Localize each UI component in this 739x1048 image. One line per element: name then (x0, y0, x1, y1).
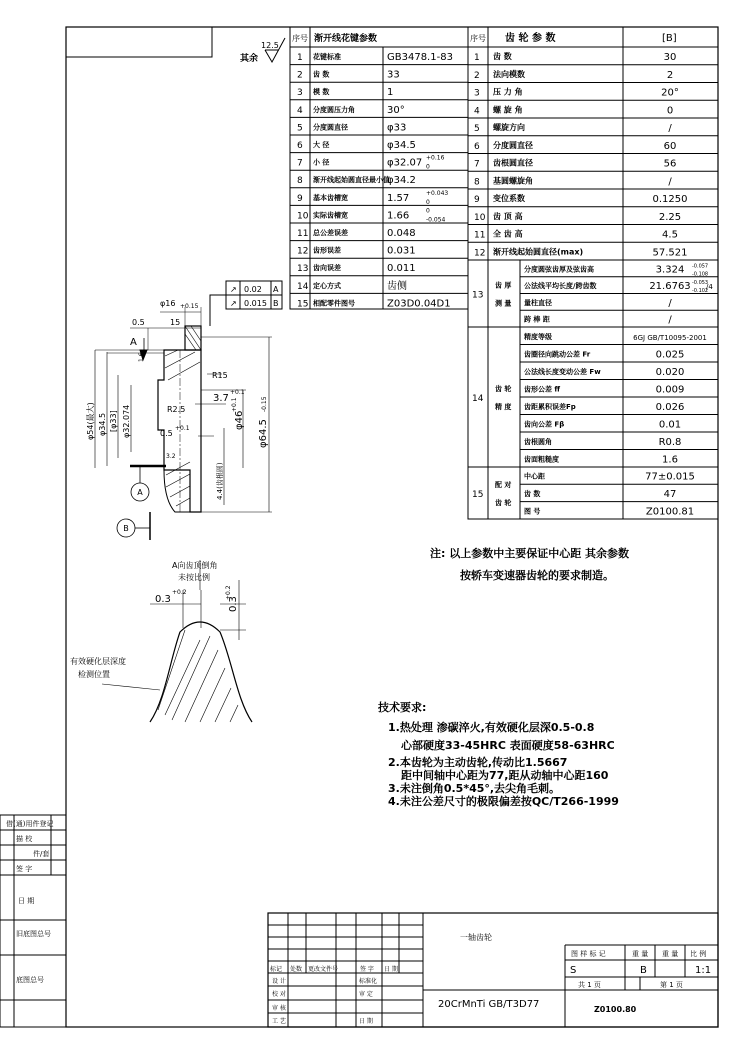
dim-05b: 0.5 (160, 429, 173, 438)
detail-check: 检测位置 (78, 670, 110, 679)
group-row-name: 齿面粗糙度 (524, 455, 559, 464)
mark-b: B (640, 965, 647, 976)
left-row-value: 33 (387, 69, 400, 81)
right-row-name: 变位系数 (493, 194, 525, 203)
tolerance-value-b: 0.015 (244, 299, 267, 308)
role2-1: 审 定 (359, 991, 373, 998)
left-row-name: 定心方式 (313, 281, 341, 290)
right-row-no: 7 (474, 159, 480, 170)
tech-line-5: 3.未注倒角0.5*45°,去尖角毛刺。 (388, 782, 561, 795)
left-row-value: Z03D0.04D1 (387, 298, 451, 310)
left-row-name: 渐开线起始圆直径最小值 (313, 176, 390, 185)
right-row-no: 5 (474, 124, 480, 134)
role2-0: 标准化 (359, 978, 378, 985)
tech-line-4: 距中间轴中心距为77,距从动轴中心距160 (401, 769, 609, 782)
right-header-no: 序号 (470, 34, 486, 43)
group-row-value: 0.025 (655, 349, 685, 361)
left-row-name: 模 数 (313, 88, 330, 97)
group-row-sub: -0.102 (692, 288, 709, 295)
right-row-no: 8 (474, 177, 480, 188)
group-label-1: 齿 轮 (495, 385, 512, 393)
right-header-value: [B] (662, 33, 677, 44)
left-row-no: 15 (297, 299, 309, 310)
left-row-name: 相配零件图号 (313, 299, 355, 308)
corner-box (66, 27, 212, 57)
left-row-sub: 0 (426, 198, 430, 206)
role-0: 设 计 (272, 978, 286, 985)
scale-value: 1:1 (695, 965, 712, 976)
right-row-name: 渐开线起始圆直径(max) (493, 247, 584, 257)
material: 20CrMnTi GB/T3D77 (438, 999, 540, 1010)
group-row-sub: -0.108 (692, 271, 709, 278)
group-row-name: 量柱直径 (524, 298, 552, 307)
role-2: 审 核 (272, 1005, 286, 1012)
left-row-no: 1 (297, 53, 303, 63)
role2-3: 日 期 (359, 1018, 373, 1025)
dim-d345: φ34.5 (98, 412, 107, 436)
left-row-no: 9 (297, 193, 303, 204)
note-block (430, 546, 629, 582)
detail-dim1-tol: +0.2 (172, 589, 187, 596)
left-header-name: 渐开线花键参数 (314, 34, 378, 44)
right-row-value: / (668, 123, 672, 134)
header-drawing-mark: 图 样 标 记 (571, 950, 606, 958)
right-row-name: 法向模数 (493, 69, 525, 79)
group-row-name: 中心距 (524, 472, 545, 481)
side-label-5: 旧底图总号 (16, 930, 51, 938)
left-row-value: 0.031 (387, 245, 416, 257)
role-3: 工 艺 (272, 1018, 286, 1025)
tooth-detail-view (102, 560, 252, 722)
left-row-no: 8 (297, 176, 303, 187)
left-row-value: 0.048 (387, 228, 416, 239)
right-row-name: 齿 数 (493, 52, 512, 61)
right-row-value: 56 (663, 158, 677, 170)
drawing-number: Z0100.80 (594, 1005, 637, 1014)
part-name: 一轴齿轮 (460, 933, 492, 942)
group-row-name: 齿向公差 Fβ (524, 420, 565, 429)
right-row-name: 基圆螺旋角 (493, 176, 533, 186)
detail-labels (70, 560, 239, 679)
group-row-name: 分度圆弦齿厚及弦齿高 (524, 265, 594, 274)
dim-44: 4.4(齿根圆) (216, 462, 224, 500)
left-row-no: 3 (297, 88, 303, 99)
left-row-sub: 0 (426, 163, 430, 171)
right-row-value: 0.1250 (652, 194, 688, 205)
dim-d33: [φ33] (109, 410, 118, 432)
group-row-sup: -0.053 (692, 280, 709, 287)
left-row-sup: +0.16 (426, 154, 445, 162)
left-row-name: 总公差误差 (313, 229, 348, 237)
left-row-value: 1.57 (387, 192, 410, 204)
group-row-value: / (668, 297, 672, 309)
left-row-no: 12 (297, 246, 309, 257)
left-row-value: 1 (387, 87, 394, 99)
tech-line-1: 1.热处理 渗碳淬火,有效硬化层深0.5-0.8 (388, 721, 595, 734)
left-row-value: 齿侧 (387, 280, 407, 292)
side-label-0: 借(通)用件登记 (6, 820, 54, 828)
side-label-6: 底图总号 (16, 976, 44, 984)
dim-37-tol: +0.1 (230, 389, 245, 396)
dim-d645-tol: -0.15 (261, 396, 268, 412)
group-row-name: 跨 棒 距 (524, 315, 550, 324)
dim-r15: R15 (212, 371, 228, 380)
group-row-value: 21.6763 (649, 281, 691, 293)
dim-d54: φ54(最大) (86, 402, 95, 440)
right-row-value: / (668, 176, 672, 188)
dim-r25: R2.5 (167, 405, 186, 414)
left-row-name: 齿 数 (313, 70, 330, 79)
rev-header-1: 处数 (290, 966, 303, 973)
group-row-value: 0.020 (655, 366, 685, 378)
left-row-value: 1.66 (387, 210, 410, 222)
group-row-name: 公法线长度变动公差 Fw (524, 367, 601, 376)
left-row-no: 6 (297, 141, 303, 151)
runout-icon: ↗ (230, 299, 237, 308)
side-label-1: 描 校 (16, 835, 33, 843)
side-record-labels (6, 819, 53, 984)
sheet-number: 第 1 页 (660, 981, 683, 989)
left-row-no: 14 (297, 281, 309, 292)
technical-requirements (377, 700, 619, 808)
left-row-value: φ34.2 (387, 175, 416, 187)
roughness-value: 12.5 (261, 41, 279, 50)
dim-15: 15 (170, 318, 181, 327)
group-row-value: 77±0.015 (645, 471, 695, 483)
spline-parameter-table (290, 27, 468, 309)
right-row-no: 6 (474, 141, 480, 152)
left-row-name: 齿向误差 (313, 264, 341, 273)
group-row-name: 图 号 (524, 507, 541, 516)
group-row-sup: -0.057 (692, 263, 709, 270)
left-row-name: 小 径 (313, 158, 330, 167)
dim-d645: φ64.5 (258, 419, 269, 448)
geometric-tolerance-frame (210, 281, 282, 326)
tolerance-value-a: 0.02 (244, 285, 262, 294)
side-record-block (0, 815, 66, 1027)
dim-d46: φ46 (234, 410, 245, 430)
header-weight: 重 量 (632, 950, 649, 958)
right-row-no: 10 (474, 212, 486, 223)
total-sheets: 共 1 页 (578, 981, 601, 989)
left-header-no: 序号 (292, 34, 308, 43)
group-row-name: 精度等级 (524, 332, 552, 341)
tech-title: 技术要求: (378, 701, 427, 714)
left-row-value: φ32.07 (387, 157, 423, 169)
right-row-value: 57.521 (652, 247, 688, 259)
left-row-no: 11 (297, 229, 309, 239)
left-row-value: 30° (387, 104, 405, 116)
right-row-no: 3 (474, 88, 480, 99)
right-row-no: 9 (474, 195, 480, 205)
group-row-value: Z0100.81 (645, 506, 695, 518)
right-row-value: 60 (663, 140, 677, 152)
roughness-other-label: 其余 (240, 54, 259, 64)
mark-s: S (570, 965, 577, 976)
group-row-value: 47 (663, 488, 677, 500)
tolerance-datum-b: B (273, 299, 279, 308)
group-label-1: 齿 厚 (495, 281, 512, 290)
tolerance-datum-a: A (273, 285, 279, 294)
side-label-2: 件/套 (33, 850, 50, 858)
left-row-value: φ34.5 (387, 140, 416, 151)
detail-dim2-tol: +0.2 (225, 585, 232, 600)
side-label-4: 日 期 (18, 897, 35, 905)
group-no: 15 (472, 490, 484, 500)
left-row-no: 7 (297, 158, 303, 169)
left-row-value: φ33 (387, 122, 407, 134)
group-row-name: 齿圈径向跳动公差 Fr (524, 350, 591, 359)
left-row-name: 基本齿槽宽 (313, 193, 348, 202)
dim-05: 0.5 (132, 318, 145, 327)
right-row-name: 全 齿 高 (493, 229, 523, 239)
left-row-no: 10 (297, 211, 309, 222)
left-row-name: 花键标准 (313, 53, 341, 61)
gear-dimensions (85, 299, 269, 533)
left-row-no: 13 (297, 264, 309, 275)
side-label-3: 签 字 (16, 865, 33, 873)
left-row-name: 齿形误差 (313, 246, 341, 255)
group-no: 14 (472, 394, 484, 404)
right-row-value: 4.5 (662, 229, 678, 241)
group-row-value: 6GJ GB/T10095-2001 (633, 333, 707, 342)
rev-header-4: 日 期 (384, 966, 398, 973)
detail-scale: 未按比例 (178, 573, 210, 582)
group-row-value: 0.026 (655, 401, 685, 413)
dim-37: 3.7 (213, 393, 229, 404)
tech-line-2: 心部硬度33-45HRC 表面硬度58-63HRC (401, 739, 615, 752)
group-row-value: 0.01 (658, 419, 682, 431)
right-row-name: 齿 顶 高 (493, 211, 523, 221)
header-scale: 比 例 (690, 950, 707, 958)
header-mass: 重 量 (662, 950, 679, 958)
group-no: 13 (472, 290, 484, 301)
group-row-name: 公法线平均长度/跨齿数 (524, 282, 597, 291)
right-row-name: 压 力 角 (493, 87, 523, 97)
roughness-32: 3.2 (166, 453, 176, 460)
right-row-value: 2 (666, 69, 674, 81)
left-row-name: 实际齿槽宽 (313, 211, 348, 220)
group-row-name: 齿距累积误差Fp (524, 402, 576, 411)
group-label-2: 齿 轮 (495, 499, 512, 507)
left-row-no: 5 (297, 123, 303, 134)
note-line-2: 按轿车变速器齿轮的要求制造。 (460, 569, 614, 582)
datum-a-circle-label: A (137, 488, 143, 497)
left-row-value: 0.011 (387, 263, 416, 275)
left-row-name: 分度圆压力角 (313, 105, 355, 114)
group-row-extra: /4 (706, 282, 713, 291)
left-row-sub: -0.054 (426, 216, 446, 224)
dim-05b-tol: +0.1 (175, 425, 190, 432)
right-row-no: 1 (474, 53, 480, 63)
dim-d16-tol: +0.15 (180, 303, 199, 310)
tech-line-6: 4.未注公差尺寸的极限偏差按QC/T266-1999 (388, 795, 619, 808)
detail-dim2: 0.3 (228, 596, 239, 612)
right-row-value: 20° (661, 87, 679, 99)
group-row-value: 0.009 (655, 384, 685, 396)
left-row-no: 4 (297, 105, 303, 116)
right-header-name: 齿 轮 参 数 (505, 33, 556, 44)
left-row-value: GB3478.1-83 (387, 52, 453, 63)
right-row-no: 4 (474, 106, 480, 117)
group-row-value: R0.8 (658, 436, 682, 448)
rev-header-3: 签 字 (360, 966, 374, 973)
group-row-value: / (668, 314, 672, 326)
dim-d46-tol: +0.1 (231, 397, 238, 412)
rev-header-0: 标记 (270, 966, 283, 973)
left-row-name: 分度圆直径 (313, 123, 348, 132)
group-row-value: 1.6 (662, 454, 678, 466)
right-row-value: 0 (666, 105, 674, 117)
roughness-symbol (240, 38, 285, 64)
dim-d3207: φ32.074 (122, 404, 131, 438)
datum-b-circle-label: B (123, 524, 129, 533)
right-row-no: 12 (474, 248, 486, 259)
note-line-1: 注: 以上参数中主要保证中心距 其余参数 (430, 547, 630, 560)
group-row-name: 齿 数 (524, 489, 541, 498)
detail-title: A向齿顶倒角 (172, 561, 218, 570)
role-1: 校 对 (272, 991, 286, 998)
gear-parameter-table (468, 27, 718, 519)
group-label-1: 配 对 (495, 481, 512, 489)
right-row-value: 2.25 (658, 211, 682, 223)
left-row-sup: 0 (426, 207, 430, 215)
group-row-name: 齿形公差 ff (524, 385, 561, 394)
right-row-no: 2 (474, 70, 480, 81)
detail-dim1: 0.3 (155, 594, 171, 605)
group-label-2: 测 量 (495, 299, 512, 308)
left-row-name: 大 径 (313, 141, 330, 149)
runout-icon: ↗ (230, 285, 237, 294)
right-row-name: 齿根圆直径 (493, 158, 533, 168)
roughness-16: 1.6 (138, 352, 145, 362)
right-row-name: 螺旋方向 (493, 123, 525, 132)
right-row-no: 11 (474, 230, 486, 241)
right-row-value: 30 (663, 52, 677, 63)
datum-a-label: A (130, 337, 137, 348)
detail-hardening: 有效硬化层深度 (70, 657, 126, 666)
group-row-name: 齿根圆角 (524, 437, 552, 446)
tech-line-3: 2.本齿轮为主动齿轮,传动比1.5667 (388, 756, 568, 769)
group-row-value: 3.324 (655, 264, 685, 276)
left-row-no: 2 (297, 70, 303, 81)
right-row-name: 分度圆直径 (493, 140, 533, 150)
group-label-2: 精 度 (495, 403, 512, 411)
left-row-sup: +0.043 (426, 189, 449, 197)
right-row-name: 螺 旋 角 (493, 105, 523, 115)
rev-header-2: 更改文件号 (308, 966, 339, 973)
dim-d16: φ16 (160, 299, 176, 308)
